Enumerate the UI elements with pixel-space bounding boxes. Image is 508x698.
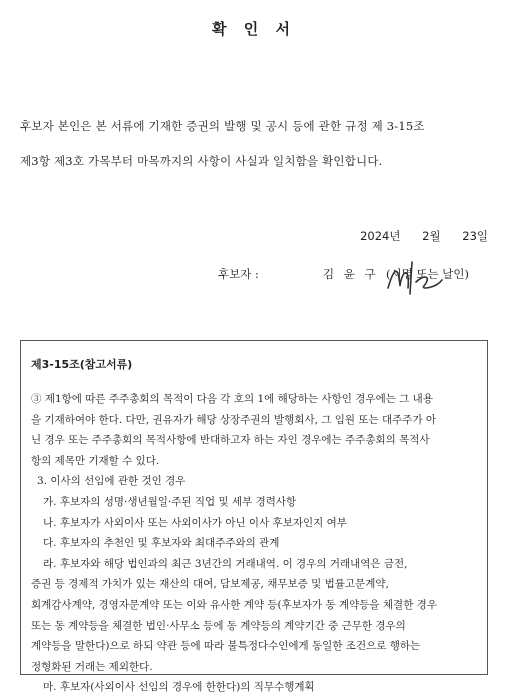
- date-month: 2월: [422, 229, 441, 243]
- reference-line: ③ 제1항에 따른 주주총회의 목적이 다음 각 호의 1에 해당하는 사항인 경우에는 그 내용: [31, 393, 433, 405]
- reference-line: 가. 후보자의 성명·생년월일·주된 직업 및 세부 경력사항: [43, 495, 297, 508]
- reference-line: 회계감사계약, 경영자문계약 또는 이와 유사한 계약 등(후보자가 동 계약등을 체결한 경우: [31, 598, 437, 611]
- date-day: 23일: [462, 229, 488, 243]
- reference-heading: 제3-15조(참고서류): [31, 358, 133, 371]
- reference-box: [20, 340, 488, 694]
- reference-line: 정형화된 거래는 제외한다.: [31, 660, 153, 673]
- reference-line: 라. 후보자와 해당 법인과의 최근 3년간의 거래내역. 이 경우의 거래내역은 금전,: [43, 557, 408, 570]
- reference-line: 다. 후보자의 추천인 및 후보자와 최대주주와의 관계: [43, 537, 280, 550]
- reference-line: 항의 제목만 기재할 수 있다.: [31, 454, 160, 467]
- statement-line-2: 제3항 제3호 가목부터 마목까지의 사항이 사실과 일치함을 확인합니다.: [20, 154, 383, 168]
- document-date: [342, 228, 488, 244]
- reference-line: 또는 동 계약등을 체결한 법인·사무소 등에 동 계약등의 계약기간 중 근무한 경우의: [31, 619, 406, 632]
- reference-line: 증권 등 경제적 가치가 있는 재산의 대여, 담보제공, 채무보증 및 법률고문계약,: [31, 578, 389, 591]
- reference-line: 을 기재하여야 한다. 다만, 권유자가 해당 상장주권의 발행회사, 그 임원 또는 대주주가 아: [31, 413, 437, 426]
- reference-line: 닌 경우 또는 주주총회의 목적사항에 반대하고자 하는 자인 경우에는 주주총회의 목적사: [31, 434, 430, 447]
- signer-name: 김 윤 구: [323, 267, 379, 281]
- reference-body: [31, 389, 479, 698]
- reference-line: 3. 이사의 선임에 관한 것인 경우: [37, 475, 186, 488]
- reference-line: 나. 후보자가 사외이사 또는 사외이사가 아닌 이사 후보자인지 여부: [43, 516, 347, 529]
- signer-label: 후보자 :: [218, 267, 259, 281]
- reference-line: 계약등을 말한다)으로 하되 약관 등에 따라 불특정다수인에게 동일한 조건으로 행하는: [31, 640, 421, 653]
- document-title: 확 인 서: [212, 20, 296, 38]
- reference-line: 마. 후보자(사외이사 선임의 경우에 한한다)의 직무수행계획: [43, 681, 315, 694]
- statement-line-1: 후보자 본인은 본 서류에 기재한 증권의 발행 및 공시 등에 관한 규정 제 3-15조: [20, 119, 425, 133]
- handwritten-signature: [380, 258, 450, 298]
- date-year: 2024년: [360, 229, 401, 243]
- signature-note: (서명 또는 날인): [386, 267, 469, 281]
